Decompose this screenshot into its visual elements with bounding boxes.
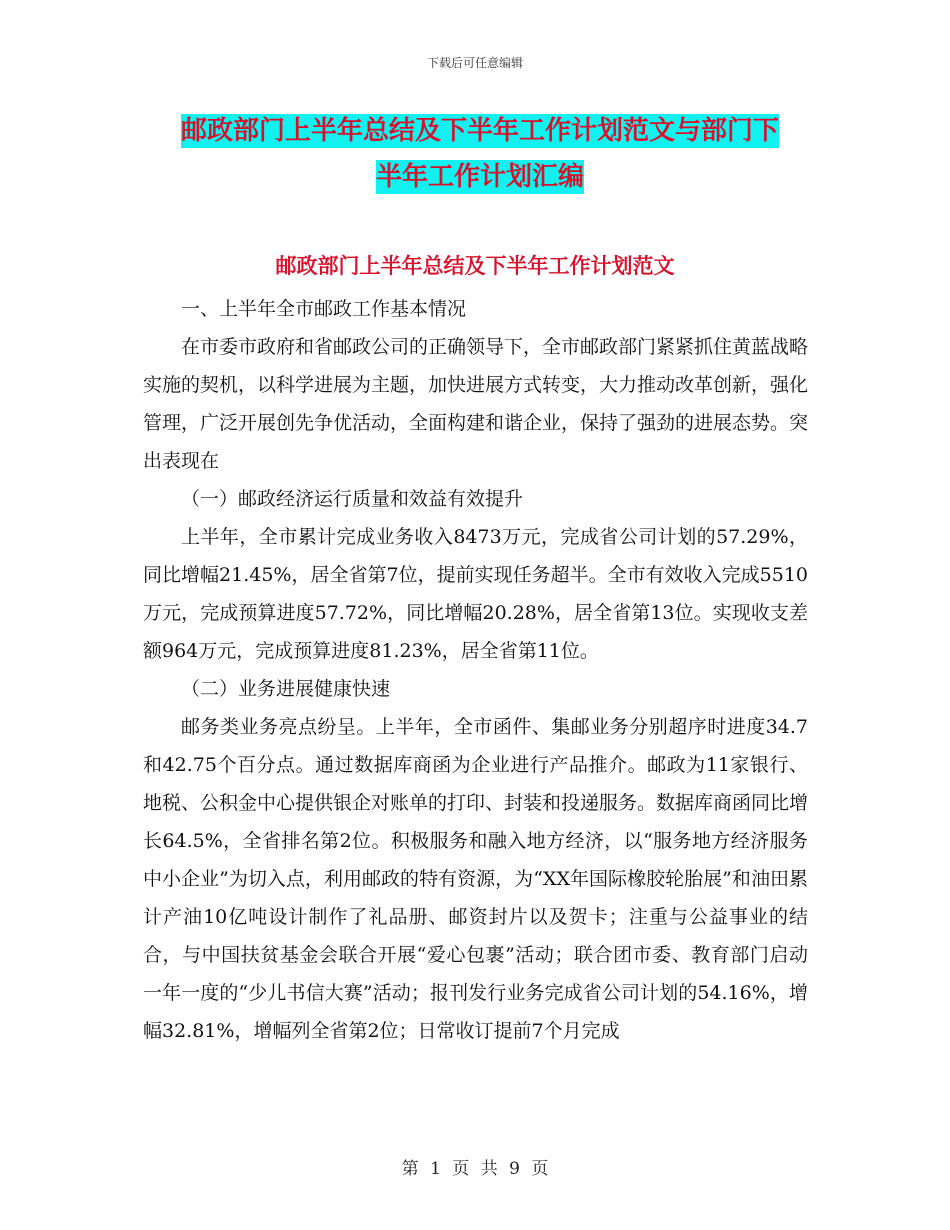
subheading-economic-quality: （一）邮政经济运行质量和效益有效提升	[181, 488, 524, 510]
page-number: 第 1 页 共 9 页	[401, 1159, 549, 1179]
heading-basic-situation: 一、上半年全市邮政工作基本情况	[181, 298, 467, 320]
document-title-line-1: 邮政部门上半年总结及下半年工作计划范文与部门下	[180, 116, 779, 146]
subheading-business-development: （二）业务进展健康快速	[181, 678, 391, 700]
paragraph-revenue: 上半年，全市累计完成业务收入8473万元，完成省公司计划的57.29%，同比增幅21.45%，居全省第7位，提前实现任务超半。全市有效收入完成5510万元，完成预算进度57.72%，同比增幅20.28%，居全省第13位。实现收支差额964万元，完成预算进度81.23%，居全省第11位。	[143, 526, 808, 662]
section-title: 邮政部门上半年总结及下半年工作计划范文	[275, 253, 675, 278]
paragraph-postal-business: 邮务类业务亮点纷呈。上半年，全市函件、集邮业务分别超序时进度34.7和42.75个百分点。通过数据库商函为企业进行产品推介。邮政为11家银行、地税、公积金中心提供银企对账单的打印、封装和投递服务。数据库商函同比增长64.5%，全省排名第2位。积极服务和融入地方经济，以“服务地方经济服务中小企业”为切入点，利用邮政的特有资源，为“XX年国际橡胶轮胎展”和油田累计产油10亿吨设计制作了礼品册、邮资封片以及贺卡；注重与公益事业的结合，与中国扶贫基金会联合开展“爱心包裹”活动；联合团市委、教育部门启动一年一度的“少儿书信大赛”活动；报刊发行业务完成省公司计划的54.16%，增幅32.81%，增幅列全省第2位；日常收订提前7个月完成	[143, 716, 809, 1042]
paragraph-intro: 在市委市政府和省邮政公司的正确领导下，全市邮政部门紧紧抓住黄蓝战略实施的契机，以科学进展为主题，加快进展方式转变，大力推动改革创新，强化管理，广泛开展创先争优活动，全面构建和谐企业，保持了强劲的进展态势。突出表现在	[143, 336, 809, 472]
document-body	[143, 290, 808, 1050]
header-note: 下载后可任意编辑	[426, 56, 523, 70]
document-title-line-2: 半年工作计划汇编	[375, 162, 584, 192]
document-title	[140, 108, 820, 200]
